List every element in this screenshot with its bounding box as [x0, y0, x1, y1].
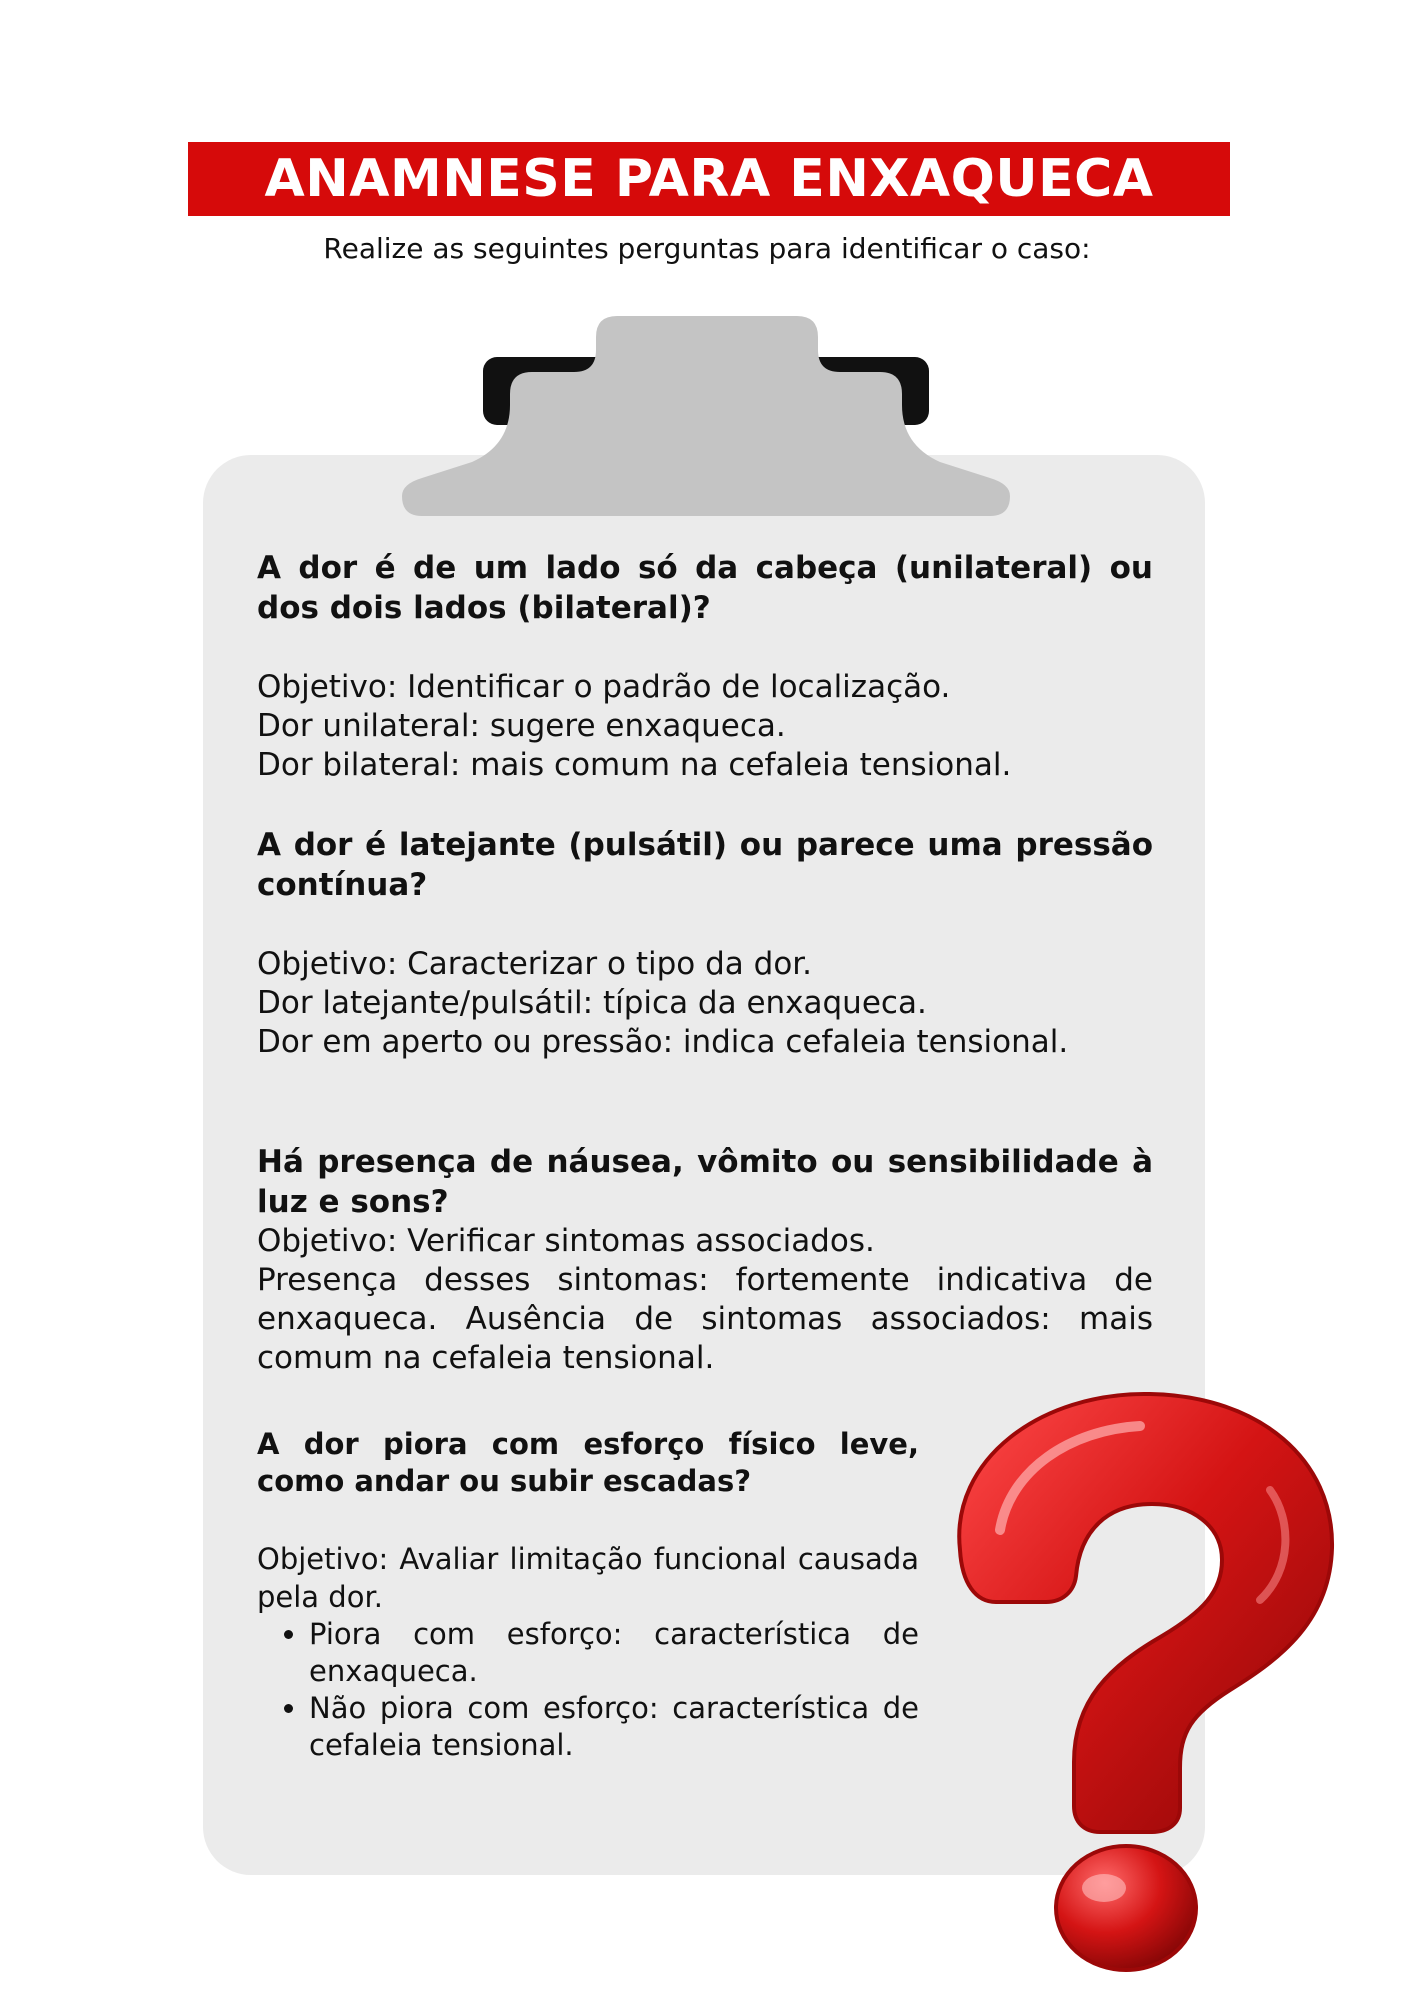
bullet-list [257, 1616, 919, 1764]
objective-line: Objetivo: Verificar sintomas associados. [257, 1223, 875, 1259]
clipboard-clip-icon [0, 0, 1414, 560]
objective-line: Objetivo: Avaliar limitação funcional causada pela dor. [257, 1542, 919, 1614]
answer-line: Dor em aperto ou pressão: indica cefaleia tensional. [257, 1024, 1069, 1060]
question-heading: A dor é de um lado só da cabeça (unilateral) ou dos dois lados (bilateral)? [257, 550, 1153, 626]
objective-line: Objetivo: Caracterizar o tipo da dor. [257, 946, 813, 982]
page-subtitle: Realize as seguintes perguntas para identificar o caso: [323, 232, 1091, 265]
objective-line: Objetivo: Identificar o padrão de localização. [257, 669, 951, 705]
section-localizacao [257, 548, 1153, 785]
page-title: ANAMNESE PARA ENXAQUECA [264, 149, 1154, 209]
list-item: • Piora com esforço: característica de enxaqueca. [309, 1616, 919, 1690]
section-sintomas-associados [257, 1142, 1153, 1378]
list-item: • Não piora com esforço: característica de cefaleia tensional. [309, 1690, 919, 1764]
answer-line: Dor latejante/pulsátil: típica da enxaqueca. [257, 985, 927, 1021]
question-heading: A dor é latejante (pulsátil) ou parece uma pressão contínua? [257, 827, 1153, 903]
answer-line: Dor bilateral: mais comum na cefaleia tensional. [257, 747, 1012, 783]
section-esforco-fisico [257, 1426, 919, 1764]
question-mark-icon [930, 1380, 1350, 1980]
question-heading: A dor piora com esforço físico leve, como andar ou subir escadas? [257, 1427, 919, 1498]
question-heading: Há presença de náusea, vômito ou sensibilidade à luz e sons? [257, 1144, 1153, 1220]
answer-paragraph: Presença desses sintomas: fortemente indicativa de enxaqueca. Ausência de sintomas associados: mais comum na cefaleia tensional. [257, 1262, 1153, 1376]
answer-line: Dor unilateral: sugere enxaqueca. [257, 708, 786, 744]
section-tipo-dor [257, 825, 1153, 1062]
